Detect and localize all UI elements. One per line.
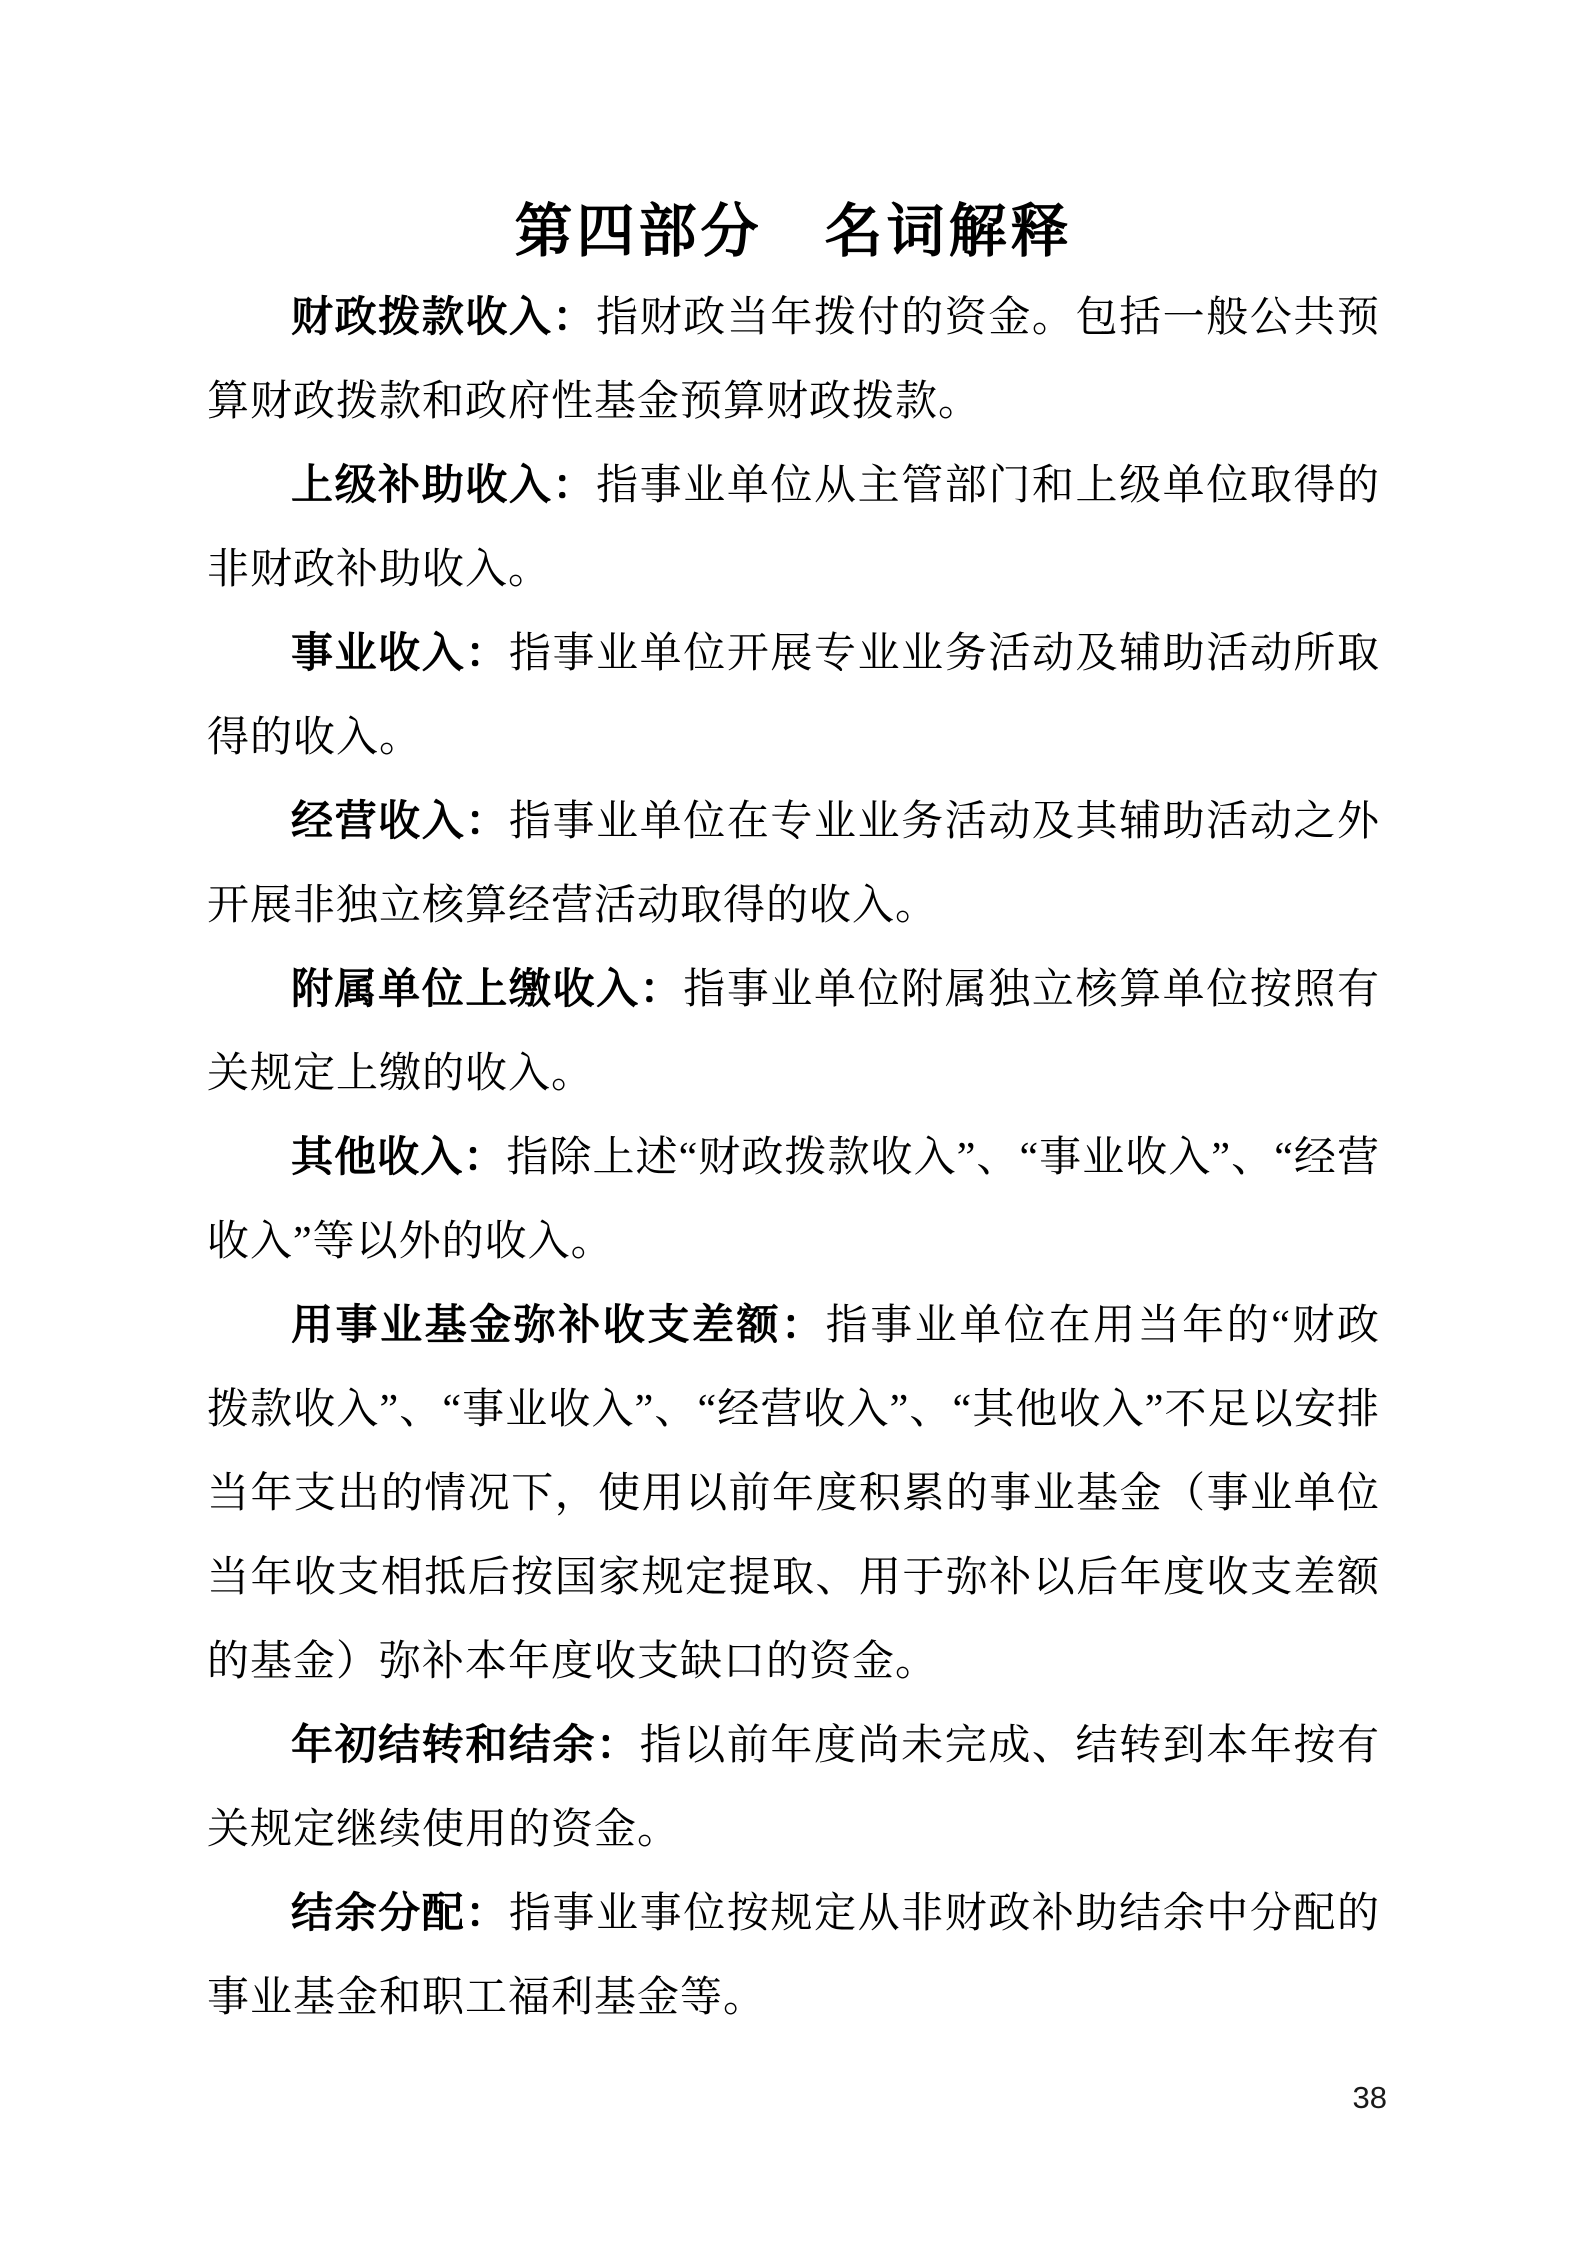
- glossary-paragraph: [207, 780, 1380, 948]
- glossary-paragraph: [207, 444, 1380, 612]
- glossary-term: 事业收入：: [291, 631, 509, 677]
- glossary-term: 财政拨款收入：: [291, 295, 597, 341]
- glossary-paragraph: [207, 1704, 1380, 1872]
- glossary-term: 用事业基金弥补收支差额：: [291, 1303, 826, 1349]
- glossary-paragraph: [207, 1872, 1380, 2040]
- glossary-definition: 指事业事位按规定从非财政补助结余中分配的事业基金和职工福利基金等。: [207, 1891, 1380, 2021]
- glossary-definition: 指除上述“财政拨款收入”、“事业收入”、“经营收入”等以外的收入。: [207, 1135, 1380, 1265]
- glossary-definition: 指事业单位在用当年的“财政拨款收入”、“事业收入”、“经营收入”、“其他收入”不足以安排当年支出的情况下，使用以前年度积累的事业基金（事业单位当年收支相抵后按国家规定提取、用于弥补以后年度收支差额的基金）弥补本年度收支缺口的资金。: [207, 1303, 1380, 1685]
- glossary-term: 上级补助收入：: [291, 463, 597, 509]
- glossary-paragraph: [207, 1116, 1380, 1284]
- glossary-paragraph: [207, 948, 1380, 1116]
- glossary-term: 附属单位上缴收入：: [291, 967, 684, 1013]
- glossary-term: 其他收入：: [291, 1135, 507, 1181]
- glossary-term: 年初结转和结余：: [291, 1723, 640, 1769]
- page-number: 38: [1352, 2080, 1387, 2115]
- glossary-section: [207, 276, 1380, 2040]
- glossary-definition: 指事业单位从主管部门和上级单位取得的非财政补助收入。: [207, 463, 1380, 593]
- glossary-definition: 指财政当年拨付的资金。包括一般公共预算财政拨款和政府性基金预算财政拨款。: [207, 295, 1380, 425]
- glossary-paragraph: [207, 276, 1380, 444]
- glossary-definition: 指以前年度尚未完成、结转到本年按有关规定继续使用的资金。: [207, 1723, 1380, 1853]
- page-title: 第四部分 名词解释: [514, 199, 1073, 264]
- glossary-definition: 指事业单位开展专业业务活动及辅助活动所取得的收入。: [207, 631, 1380, 761]
- glossary-term: 经营收入：: [291, 799, 509, 845]
- glossary-definition: 指事业单位在专业业务活动及其辅助活动之外开展非独立核算经营活动取得的收入。: [207, 799, 1380, 929]
- glossary-term: 结余分配：: [291, 1891, 509, 1937]
- glossary-paragraph: [207, 612, 1380, 780]
- glossary-definition: 指事业单位附属独立核算单位按照有关规定上缴的收入。: [207, 967, 1380, 1097]
- glossary-paragraph: [207, 1284, 1380, 1704]
